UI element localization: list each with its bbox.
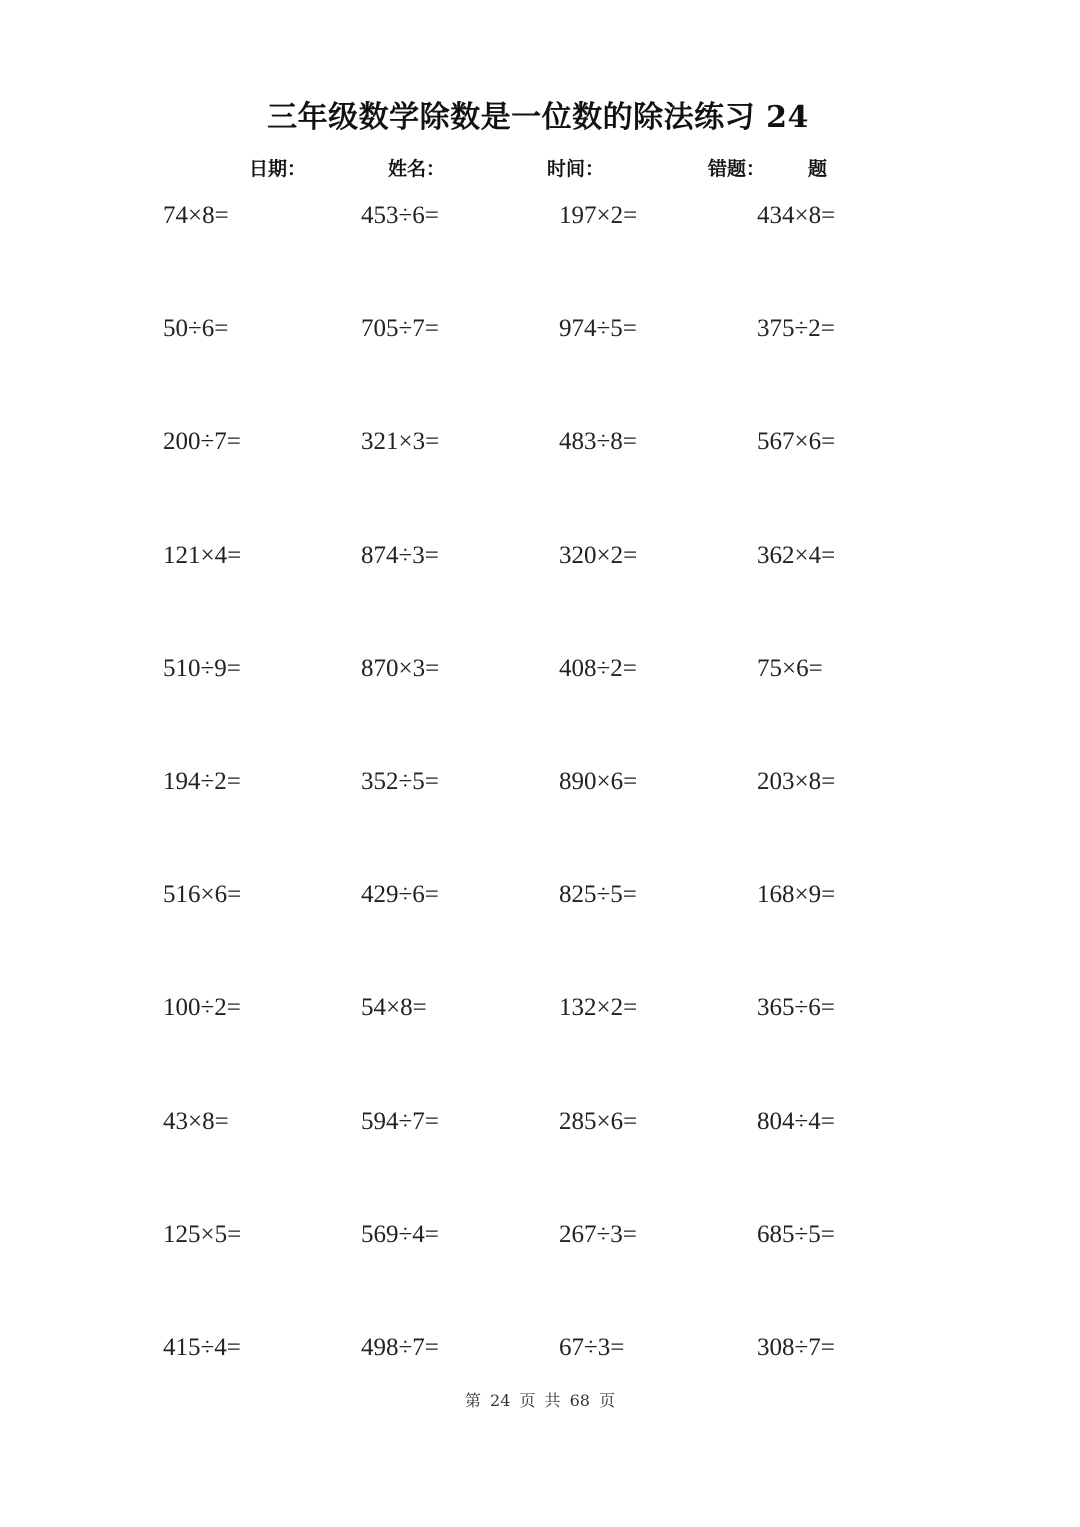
problem-item: 100÷2=: [163, 994, 241, 1021]
problem-item: 874÷3=: [361, 542, 439, 569]
problem-item: 321×3=: [361, 428, 440, 455]
problem-item: 267÷3=: [559, 1221, 637, 1248]
problem-item: 168×9=: [757, 881, 836, 908]
problem-item: 362×4=: [757, 542, 836, 569]
errors-unit-label: 题: [808, 158, 828, 180]
problem-item: 132×2=: [559, 994, 638, 1021]
errors-label: 错题：: [708, 158, 766, 180]
problem-item: 197×2=: [559, 202, 638, 229]
date-label: 日期：: [249, 158, 307, 180]
problem-item: 320×2=: [559, 542, 638, 569]
page-footer: 第 24 页 共 68 页: [464, 1391, 616, 1410]
problem-item: 510÷9=: [163, 655, 241, 682]
problem-item: 74×8=: [163, 202, 229, 229]
problem-item: 308÷7=: [757, 1334, 835, 1361]
problem-item: 685÷5=: [757, 1221, 835, 1248]
problem-item: 569÷4=: [361, 1221, 439, 1248]
problem-item: 567×6=: [757, 428, 836, 455]
problem-item: 194÷2=: [163, 768, 241, 795]
problem-item: 408÷2=: [559, 655, 637, 682]
problem-item: 200÷7=: [163, 428, 241, 455]
problem-item: 434×8=: [757, 202, 836, 229]
problem-item: 75×6=: [757, 655, 823, 682]
problem-item: 43×8=: [163, 1108, 229, 1135]
problem-item: 870×3=: [361, 655, 440, 682]
problem-item: 121×4=: [163, 542, 242, 569]
problem-item: 429÷6=: [361, 881, 439, 908]
name-label: 姓名：: [388, 158, 446, 180]
problem-item: 203×8=: [757, 768, 836, 795]
problem-item: 453÷6=: [361, 202, 439, 229]
time-label: 时间：: [547, 158, 605, 180]
problem-item: 415÷4=: [163, 1334, 241, 1361]
problem-item: 498÷7=: [361, 1334, 439, 1361]
page-title: 三年级数学除数是一位数的除法练习 24: [267, 100, 809, 135]
problem-item: 825÷5=: [559, 881, 637, 908]
problem-item: 54×8=: [361, 994, 427, 1021]
problem-item: 594÷7=: [361, 1108, 439, 1135]
problem-item: 483÷8=: [559, 428, 637, 455]
problem-item: 67÷3=: [559, 1334, 625, 1361]
problem-item: 705÷7=: [361, 315, 439, 342]
problem-item: 50÷6=: [163, 315, 229, 342]
problem-item: 516×6=: [163, 881, 242, 908]
problem-item: 285×6=: [559, 1108, 638, 1135]
problem-item: 804÷4=: [757, 1108, 835, 1135]
problem-item: 352÷5=: [361, 768, 439, 795]
problem-item: 890×6=: [559, 768, 638, 795]
problem-item: 375÷2=: [757, 315, 835, 342]
problem-item: 974÷5=: [559, 315, 637, 342]
problem-item: 365÷6=: [757, 994, 835, 1021]
problem-item: 125×5=: [163, 1221, 242, 1248]
